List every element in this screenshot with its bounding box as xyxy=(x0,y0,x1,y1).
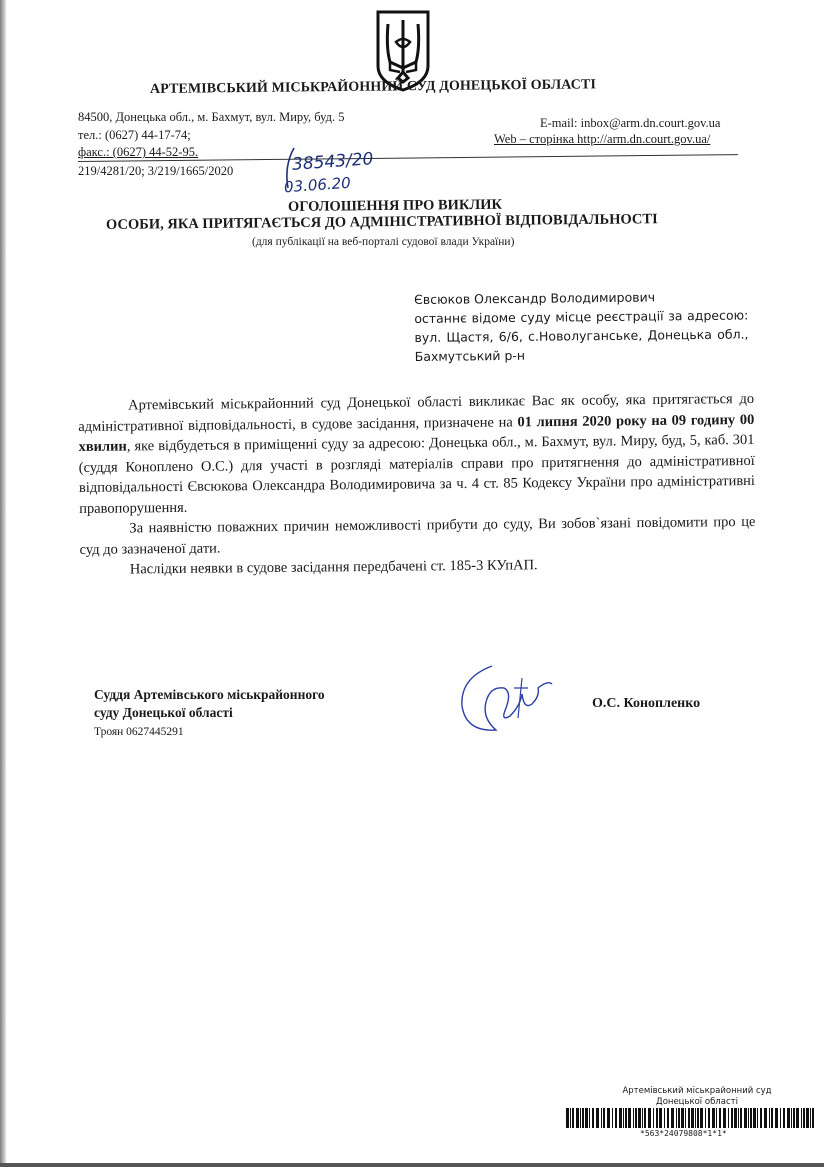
recipient-address: останнє відоме суду місце реєстрації за адресою: вул. Щастя, 6/6, с.Новолуганське, Донецька обл., Бахмутський р-н xyxy=(414,307,749,364)
judge-title-line2: суду Донецької області xyxy=(94,705,233,720)
scan-edge-shadow xyxy=(0,0,6,1167)
court-website[interactable]: Web – сторінка http://arm.dn.court.gov.ua/ xyxy=(494,132,711,146)
body-paragraph-2: За наявністю поважних причин неможливості прибути до суду, Ви зобов`язані повідомити про це суд до зазначеної дати. xyxy=(79,513,756,558)
court-address: 84500, Донецька обл., м. Бахмут, вул. Миру, буд. 5 xyxy=(78,110,345,124)
barcode-number: *563*24079808*1*1* xyxy=(640,1129,727,1138)
body-paragraph-1 xyxy=(78,389,755,519)
case-numbers: 219/4281/20; 3/219/1665/2020 xyxy=(78,164,234,178)
handwritten-reg-date: 03.06.20 xyxy=(283,173,352,197)
handwritten-reg-number: 38543/20 xyxy=(291,149,375,175)
judge-name: О.С. Конопленко xyxy=(592,696,701,711)
recipient-block xyxy=(414,287,749,366)
body-p1-text: Артемівський міськрайонний суд Донецької області викликає Вас як особу, яка притягається до адміністративної відповідальності, в судове засідання, призначене на xyxy=(78,390,755,435)
notice-subtitle: (для публікації на веб-порталі судової влади України) xyxy=(252,236,515,248)
scan-edge-bottom xyxy=(0,1163,824,1167)
executor-contact: Троян 0627445291 xyxy=(94,726,184,738)
notice-title-line1: ОГОЛОШЕННЯ ПРО ВИКЛИК xyxy=(287,196,503,215)
notice-title-line2: ОСОБИ, ЯКА ПРИТЯГАЄТЬСЯ ДО АДМІНІСТРАТИВНОЇ ВІДПОВІДАЛЬНОСТІ xyxy=(105,211,658,233)
judge-title xyxy=(94,686,325,722)
barcode xyxy=(566,1108,818,1128)
court-phone: тел.: (0627) 44-17-74; xyxy=(78,128,191,142)
signature-icon xyxy=(452,658,562,738)
court-email[interactable]: E-mail: inbox@arm.dn.court.gov.ua xyxy=(540,116,721,130)
court-name: АРТЕМІВСЬКИЙ МІСЬКРАЙОННИЙ СУД ДОНЕЦЬКОЇ ОБЛАСТІ xyxy=(149,77,597,97)
registry-stamp xyxy=(612,1086,782,1108)
notice-body xyxy=(78,389,756,581)
court-fax: факс.: (0627) 44-52-95. xyxy=(78,145,199,159)
stamp-line1: Артемівський міськрайонний суд xyxy=(622,1086,772,1096)
body-p1-text-cont: , яке відбудеться в приміщенні суду за адресою: Донецька обл., м. Бахмут, вул. Миру, буд, 5, каб. 301 (суддя Коноплено О.С.) для участі в розгляді матеріалів справи про притягнення до адміністративної відповідальності Євсюкова Олександра Володимировича за ч. 4 ст. 85 Кодексу України про адміністративні правопорушення. xyxy=(78,431,756,517)
judge-title-line1: Суддя Артемівського міськрайонного xyxy=(94,687,325,702)
hearing-datetime: 01 липня 2020 року на 09 годину 00 хвилин xyxy=(78,411,755,455)
recipient-name: Євсюков Олександр Володимирович xyxy=(414,289,656,307)
stamp-line2: Донецької області xyxy=(656,1097,738,1107)
body-paragraph-3: Наслідки неявки в судове засідання передбачені ст. 185-3 КУпАП. xyxy=(129,557,538,578)
